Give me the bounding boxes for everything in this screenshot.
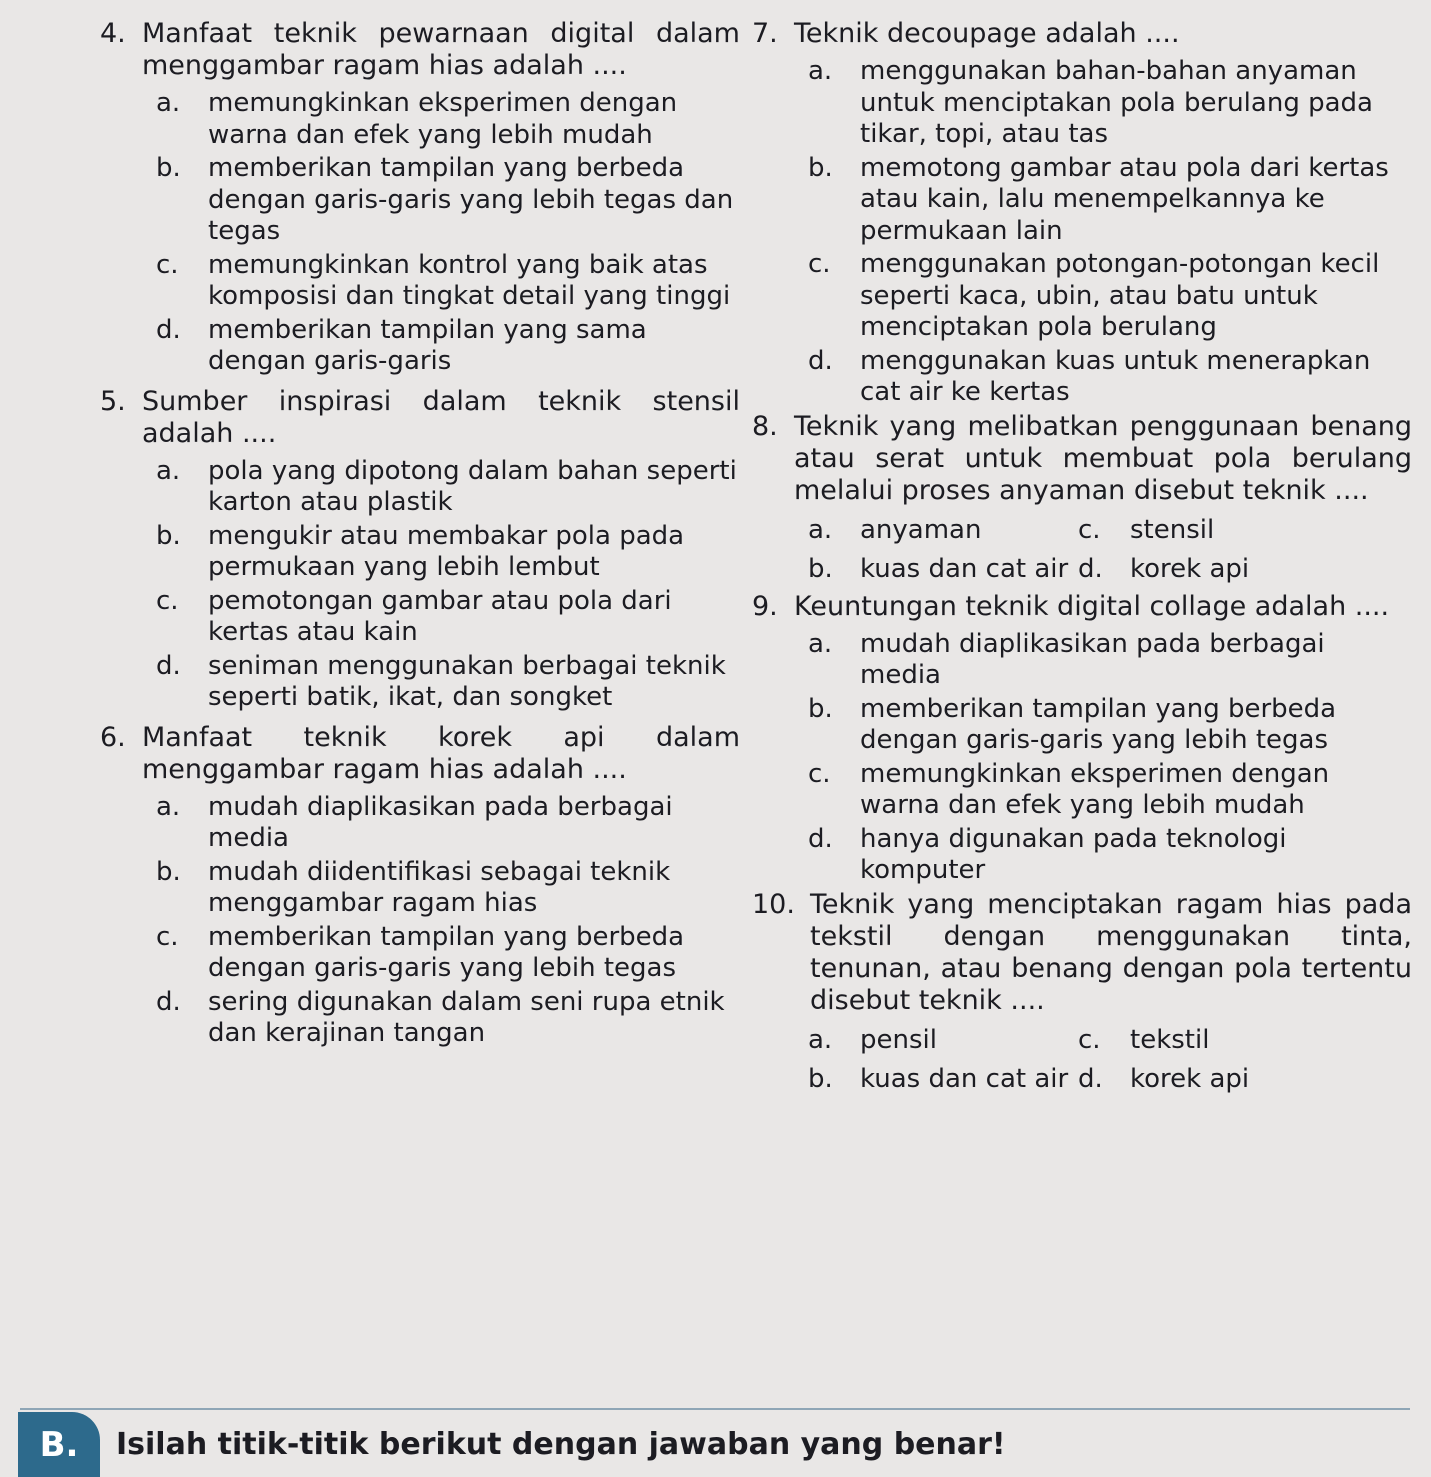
option-text: tekstil — [1130, 1024, 1210, 1055]
question-number: 4. — [100, 18, 126, 49]
option-letter: d. — [808, 345, 833, 376]
option-text: memotong gambar atau pola dari kertas atau kain, lalu menempelkannya ke permukaan lain — [860, 152, 1389, 246]
option-letter: d. — [156, 650, 181, 681]
option-letter: c. — [1078, 1024, 1101, 1055]
option-row-bd — [808, 552, 1412, 586]
option-c — [808, 759, 1412, 822]
question-text: Manfaat teknik korek api dalam menggambar ragam hias adalah .... — [142, 721, 740, 785]
option-d — [1078, 1062, 1249, 1096]
right-column — [752, 18, 1412, 1101]
option-text: memberikan tampilan yang berbeda dengan garis-garis yang lebih tegas — [860, 693, 1337, 755]
option-letter: b. — [156, 520, 181, 551]
option-text: memberikan tampilan yang berbeda dengan garis-garis yang lebih tegas — [208, 921, 685, 983]
question-text: Teknik decoupage adalah .... — [794, 18, 1180, 49]
question-number: 5. — [100, 385, 126, 417]
option-letter: b. — [156, 153, 181, 183]
option-letter: b. — [156, 856, 181, 887]
question-number: 10. — [752, 888, 795, 920]
question-text: Teknik yang melibatkan penggunaan benang atau serat untuk membuat pola berulang melalui proses anyaman disebut teknik .... — [794, 410, 1412, 506]
option-text: sering digunakan dalam seni rupa etnik dan kerajinan tangan — [208, 986, 725, 1048]
question-5 — [100, 386, 740, 714]
option-text: stensil — [1130, 514, 1215, 545]
option-a — [808, 629, 1412, 692]
option-letter: b. — [808, 693, 833, 724]
option-text: pensil — [860, 1024, 937, 1055]
option-d — [156, 651, 740, 714]
option-b — [156, 153, 740, 248]
option-letter: d. — [1078, 553, 1103, 584]
option-d — [808, 346, 1412, 409]
question-text: Sumber inspirasi dalam teknik stensil adalah .... — [142, 385, 740, 449]
question-number: 6. — [100, 721, 126, 753]
option-a — [808, 56, 1412, 151]
option-text: korek api — [1130, 553, 1250, 584]
option-letter: c. — [808, 249, 831, 279]
option-text: korek api — [1130, 1063, 1250, 1094]
option-letter: a. — [808, 514, 833, 545]
option-letter: c. — [156, 921, 179, 952]
question-number: 8. — [752, 410, 778, 442]
option-letter: c. — [156, 249, 179, 280]
question-6 — [100, 722, 740, 1050]
option-a — [156, 792, 740, 855]
option-text: memungkinkan eksperimen dengan warna dan efek yang lebih mudah — [860, 758, 1330, 820]
option-text: kuas dan cat air — [860, 553, 1069, 584]
option-text: mudah diidentifikasi sebagai teknik menggambar ragam hias — [208, 856, 671, 918]
option-text: mudah diaplikasikan pada berbagai media — [208, 791, 673, 853]
question-9 — [752, 591, 1412, 887]
option-b — [808, 694, 1412, 757]
option-d — [156, 987, 740, 1050]
option-letter: a. — [156, 88, 181, 118]
option-b — [808, 153, 1412, 248]
section-b-instruction: Isilah titik-titik berikut dengan jawaban yang benar! — [116, 1427, 1006, 1462]
option-text: memungkinkan eksperimen dengan warna dan efek yang lebih mudah — [208, 88, 678, 150]
option-text: kuas dan cat air — [860, 1063, 1069, 1094]
option-text: mengukir atau membakar pola pada permukaan yang lebih lembut — [208, 520, 685, 582]
option-text: menggunakan kuas untuk menerapkan cat air ke kertas — [860, 345, 1371, 407]
option-text: pemotongan gambar atau pola dari kertas atau kain — [208, 585, 672, 647]
question-number: 7. — [752, 18, 778, 49]
option-row-ac — [808, 1023, 1412, 1057]
question-7 — [752, 18, 1412, 409]
option-c — [1078, 1023, 1209, 1057]
option-row-ac — [808, 513, 1412, 547]
option-letter: c. — [808, 758, 831, 789]
option-b — [156, 521, 740, 584]
option-a — [156, 456, 740, 519]
option-text: memberikan tampilan yang berbeda dengan garis-garis yang lebih tegas dan tegas — [208, 153, 734, 246]
option-letter: a. — [808, 56, 833, 86]
option-letter: d. — [156, 314, 181, 345]
option-d — [808, 824, 1412, 887]
option-letter: a. — [808, 628, 833, 659]
question-text: Keuntungan teknik digital collage adalah .... — [794, 590, 1390, 622]
section-b-header — [18, 1412, 1006, 1477]
option-letter: c. — [156, 585, 179, 616]
option-c — [808, 249, 1412, 344]
option-text: memungkinkan kontrol yang baik atas komposisi dan tingkat detail yang tinggi — [208, 249, 731, 311]
option-a — [156, 88, 740, 151]
option-letter: d. — [156, 986, 181, 1017]
section-b-badge: B. — [18, 1412, 100, 1477]
option-text: pola yang dipotong dalam bahan seperti karton atau plastik — [208, 455, 737, 517]
section-divider — [20, 1408, 1410, 1410]
option-letter: b. — [808, 1063, 833, 1094]
option-row-bd — [808, 1062, 1412, 1096]
option-text: memberikan tampilan yang sama dengan garis-garis — [208, 314, 647, 376]
question-10 — [752, 889, 1412, 1096]
question-text: Teknik yang menciptakan ragam hias pada tekstil dengan menggunakan tinta, tenunan, atau benang dengan pola tertentu disebut teknik .... — [810, 888, 1412, 1016]
option-a — [808, 513, 1078, 547]
option-text: menggunakan potongan-potongan kecil seperti kaca, ubin, atau batu untuk menciptakan pola berulang — [860, 249, 1380, 342]
option-letter: c. — [1078, 514, 1101, 545]
option-letter: b. — [808, 152, 833, 183]
option-letter: a. — [156, 455, 181, 486]
option-text: seniman menggunakan berbagai teknik seperti batik, ikat, dan songket — [208, 650, 726, 712]
option-text: hanya digunakan pada teknologi komputer — [860, 823, 1287, 885]
option-c — [156, 586, 740, 649]
option-c — [1078, 513, 1214, 547]
option-b — [156, 857, 740, 920]
option-d — [1078, 552, 1249, 586]
option-b — [808, 1062, 1078, 1096]
option-text: menggunakan bahan-bahan anyaman untuk menciptakan pola berulang pada tikar, topi, atau tas — [860, 56, 1373, 149]
question-8 — [752, 411, 1412, 586]
option-letter: a. — [808, 1024, 833, 1055]
question-text: Manfaat teknik pewarnaan digital dalam menggambar ragam hias adalah .... — [142, 18, 740, 81]
option-a — [808, 1023, 1078, 1057]
option-text: mudah diaplikasikan pada berbagai media — [860, 628, 1325, 690]
option-letter: b. — [808, 553, 833, 584]
left-column — [100, 18, 740, 1052]
option-letter: d. — [808, 823, 833, 854]
option-letter: a. — [156, 791, 181, 822]
option-text: anyaman — [860, 514, 982, 545]
question-4 — [100, 18, 740, 378]
option-d — [156, 315, 740, 378]
option-c — [156, 250, 740, 313]
option-letter: d. — [1078, 1063, 1103, 1094]
option-c — [156, 922, 740, 985]
question-number: 9. — [752, 590, 778, 622]
option-b — [808, 552, 1078, 586]
